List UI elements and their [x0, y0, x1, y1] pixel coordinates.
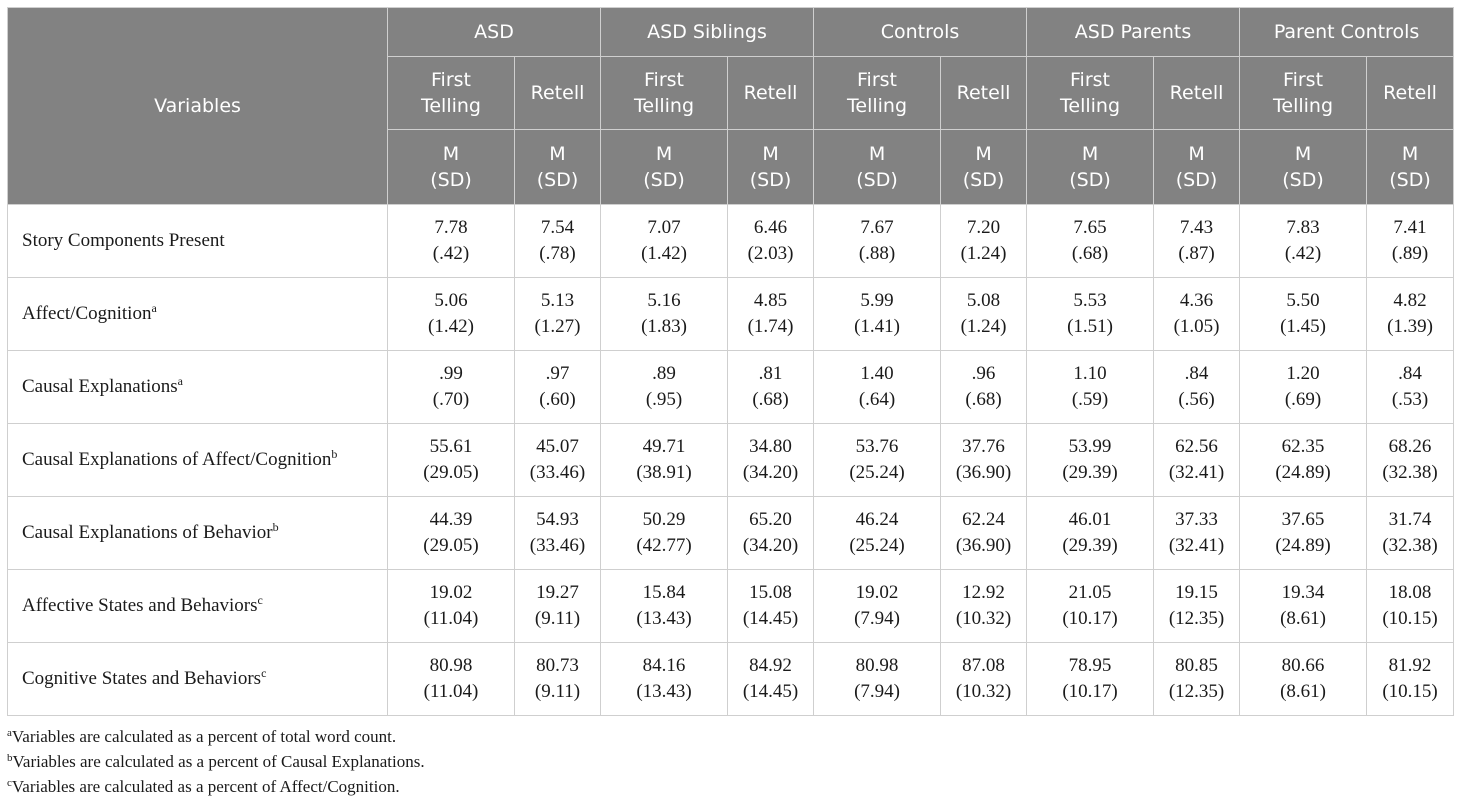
value-cell: 68.26 (32.38) — [1367, 424, 1454, 497]
value-cell: 34.80 (34.20) — [728, 424, 814, 497]
stat-header: M (SD) — [728, 130, 814, 205]
value-cell: 7.83 (.42) — [1240, 205, 1367, 278]
stat-header: M (SD) — [515, 130, 601, 205]
data-table — [7, 7, 1454, 716]
footnote-marker: a — [177, 374, 183, 388]
stat-header: M (SD) — [1027, 130, 1154, 205]
value-cell: 84.16 (13.43) — [601, 643, 728, 716]
value-cell: 7.65 (.68) — [1027, 205, 1154, 278]
value-cell: 81.92 (10.15) — [1367, 643, 1454, 716]
first-telling-header: First Telling — [814, 57, 941, 130]
group-header: Parent Controls — [1240, 8, 1454, 57]
value-cell: 84.92 (14.45) — [728, 643, 814, 716]
value-cell: 4.82 (1.39) — [1367, 278, 1454, 351]
value-cell: 54.93 (33.46) — [515, 497, 601, 570]
first-telling-header: First Telling — [1027, 57, 1154, 130]
value-cell: 1.40 (.64) — [814, 351, 941, 424]
value-cell: .81 (.68) — [728, 351, 814, 424]
value-cell: 37.65 (24.89) — [1240, 497, 1367, 570]
value-cell: .89 (.95) — [601, 351, 728, 424]
variable-label: Causal Explanations of Affect/Cognition$^b$ — [8, 424, 388, 497]
value-cell: 55.61 (29.05) — [388, 424, 515, 497]
value-cell: 7.54 (.78) — [515, 205, 601, 278]
table-row — [8, 205, 1454, 278]
value-cell: 80.98 (7.94) — [814, 643, 941, 716]
stat-header: M (SD) — [1154, 130, 1240, 205]
value-cell: 4.85 (1.74) — [728, 278, 814, 351]
group-header: ASD — [388, 8, 601, 57]
footnote-marker: b — [272, 520, 279, 534]
value-cell: 53.76 (25.24) — [814, 424, 941, 497]
footnote-marker: a — [151, 301, 157, 315]
value-cell: 7.78 (.42) — [388, 205, 515, 278]
value-cell: 15.84 (13.43) — [601, 570, 728, 643]
table-header — [8, 8, 1454, 205]
stat-header: M (SD) — [388, 130, 515, 205]
value-cell: 78.95 (10.17) — [1027, 643, 1154, 716]
variables-header: Variables — [8, 8, 388, 205]
value-cell: .96 (.68) — [941, 351, 1027, 424]
value-cell: 80.98 (11.04) — [388, 643, 515, 716]
value-cell: 65.20 (34.20) — [728, 497, 814, 570]
value-cell: 80.73 (9.11) — [515, 643, 601, 716]
value-cell: 5.13 (1.27) — [515, 278, 601, 351]
value-cell: 62.24 (36.90) — [941, 497, 1027, 570]
group-header: ASD Siblings — [601, 8, 814, 57]
value-cell: 21.05 (10.17) — [1027, 570, 1154, 643]
value-cell: 19.34 (8.61) — [1240, 570, 1367, 643]
value-cell: 1.20 (.69) — [1240, 351, 1367, 424]
value-cell: .84 (.56) — [1154, 351, 1240, 424]
value-cell: .84 (.53) — [1367, 351, 1454, 424]
data-table-container — [7, 7, 1453, 716]
value-cell: 5.99 (1.41) — [814, 278, 941, 351]
value-cell: .99 (.70) — [388, 351, 515, 424]
value-cell: 7.41 (.89) — [1367, 205, 1454, 278]
stat-header: M (SD) — [1367, 130, 1454, 205]
value-cell: 5.06 (1.42) — [388, 278, 515, 351]
variable-label: Story Components Present — [8, 205, 388, 278]
variable-label: Causal Explanations of Behavior$^b$ — [8, 497, 388, 570]
value-cell: 12.92 (10.32) — [941, 570, 1027, 643]
first-telling-header: First Telling — [601, 57, 728, 130]
stat-header: M (SD) — [814, 130, 941, 205]
value-cell: .97 (.60) — [515, 351, 601, 424]
variable-label: Affect/Cognition$^a$ — [8, 278, 388, 351]
table-row — [8, 424, 1454, 497]
value-cell: 53.99 (29.39) — [1027, 424, 1154, 497]
value-cell: 5.50 (1.45) — [1240, 278, 1367, 351]
value-cell: 7.20 (1.24) — [941, 205, 1027, 278]
footnote: $^b$Variables are calculated as a percent of Causal Explanations. — [7, 752, 425, 771]
group-header: Controls — [814, 8, 1027, 57]
value-cell: 49.71 (38.91) — [601, 424, 728, 497]
value-cell: 80.66 (8.61) — [1240, 643, 1367, 716]
footnote-marker: c — [261, 666, 267, 680]
value-cell: 5.53 (1.51) — [1027, 278, 1154, 351]
variable-label: Cognitive States and Behaviors$^c$ — [8, 643, 388, 716]
stat-header: M (SD) — [601, 130, 728, 205]
first-telling-header: First Telling — [1240, 57, 1367, 130]
table-body — [8, 205, 1454, 716]
retell-header: Retell — [515, 57, 601, 130]
value-cell: 15.08 (14.45) — [728, 570, 814, 643]
footnote-marker: c — [257, 593, 263, 607]
table-row — [8, 643, 1454, 716]
value-cell: 37.76 (36.90) — [941, 424, 1027, 497]
value-cell: 62.56 (32.41) — [1154, 424, 1240, 497]
footnote-marker: b — [331, 447, 338, 461]
value-cell: 7.43 (.87) — [1154, 205, 1240, 278]
value-cell: 19.15 (12.35) — [1154, 570, 1240, 643]
value-cell: 19.02 (7.94) — [814, 570, 941, 643]
value-cell: 18.08 (10.15) — [1367, 570, 1454, 643]
footnote: $^a$Variables are calculated as a percent of total word count. — [7, 727, 397, 746]
value-cell: 87.08 (10.32) — [941, 643, 1027, 716]
table-row — [8, 570, 1454, 643]
stat-header: M (SD) — [1240, 130, 1367, 205]
value-cell: 45.07 (33.46) — [515, 424, 601, 497]
value-cell: 19.27 (9.11) — [515, 570, 601, 643]
value-cell: 80.85 (12.35) — [1154, 643, 1240, 716]
retell-header: Retell — [1367, 57, 1454, 130]
retell-header: Retell — [1154, 57, 1240, 130]
stat-header: M (SD) — [941, 130, 1027, 205]
value-cell: 5.16 (1.83) — [601, 278, 728, 351]
table-row — [8, 351, 1454, 424]
value-cell: 7.07 (1.42) — [601, 205, 728, 278]
value-cell: 19.02 (11.04) — [388, 570, 515, 643]
variable-label: Causal Explanations$^a$ — [8, 351, 388, 424]
table-row — [8, 497, 1454, 570]
value-cell: 44.39 (29.05) — [388, 497, 515, 570]
group-header: ASD Parents — [1027, 8, 1240, 57]
value-cell: 7.67 (.88) — [814, 205, 941, 278]
value-cell: 62.35 (24.89) — [1240, 424, 1367, 497]
value-cell: 46.01 (29.39) — [1027, 497, 1154, 570]
first-telling-header: First Telling — [388, 57, 515, 130]
value-cell: 5.08 (1.24) — [941, 278, 1027, 351]
value-cell: 46.24 (25.24) — [814, 497, 941, 570]
value-cell: 37.33 (32.41) — [1154, 497, 1240, 570]
variable-label: Affective States and Behaviors$^c$ — [8, 570, 388, 643]
retell-header: Retell — [728, 57, 814, 130]
retell-header: Retell — [941, 57, 1027, 130]
footnote: $^c$Variables are calculated as a percent of Affect/Cognition. — [7, 777, 400, 796]
table-row — [8, 278, 1454, 351]
value-cell: 50.29 (42.77) — [601, 497, 728, 570]
value-cell: 4.36 (1.05) — [1154, 278, 1240, 351]
value-cell: 1.10 (.59) — [1027, 351, 1154, 424]
value-cell: 31.74 (32.38) — [1367, 497, 1454, 570]
value-cell: 6.46 (2.03) — [728, 205, 814, 278]
header-row-groups — [8, 8, 1454, 57]
table-footnotes — [7, 724, 425, 799]
